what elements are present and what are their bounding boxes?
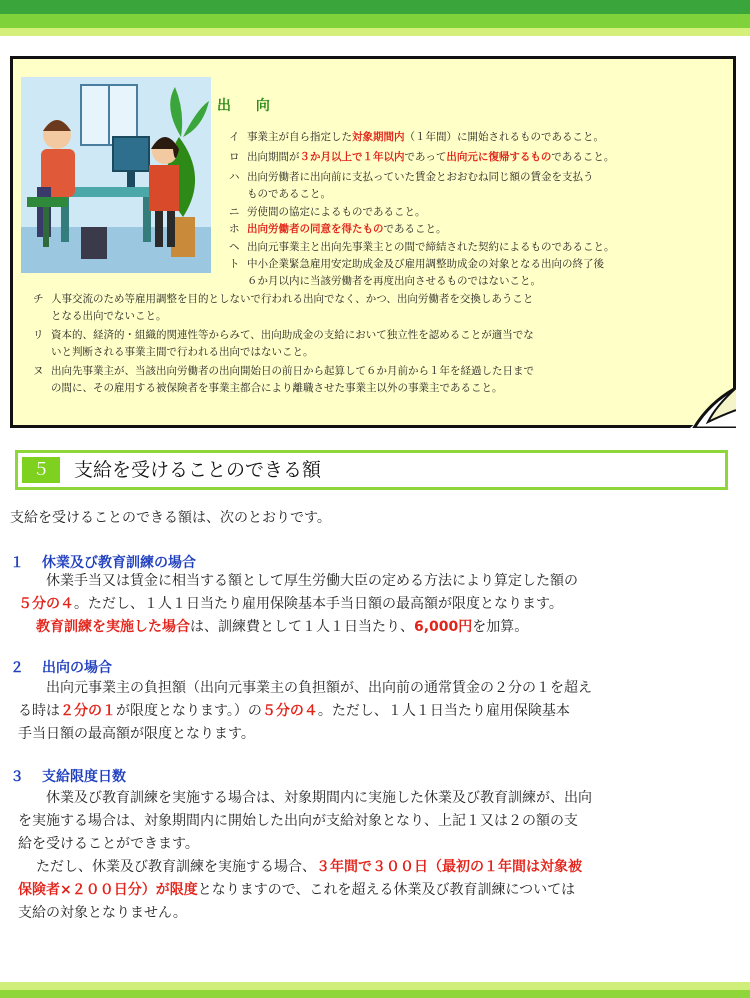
condition-text: 中小企業緊急雇用安定助成金及び雇用調整助成金の対象となる出向の終了後 xyxy=(247,258,604,270)
top-decor-band-2 xyxy=(0,14,750,28)
bottom-decor-band xyxy=(0,982,750,990)
condition-text: 資本的、経済的・組織的関連性等からみて、出向助成金の支給において独立性を認めることが適当でな xyxy=(51,329,534,341)
item-2-line-2 xyxy=(18,700,570,723)
body-text: を加算。 xyxy=(472,619,529,635)
body-text: 。ただし、１人１日当たり雇用保険基本手当日額の最高額が限度となります。 xyxy=(74,596,563,612)
condition-highlight: 出向元に復帰するもの xyxy=(446,151,552,163)
condition-text: の間に、その雇用する被保険者を事業主都合により離職させた事業主以外の事業主であること。 xyxy=(51,382,503,394)
item-1-line-3 xyxy=(36,616,528,639)
item-3-line-4 xyxy=(36,856,582,879)
condition-text: いと判断される事業主間で行われる出向ではないこと。 xyxy=(51,346,314,358)
item-1-heading xyxy=(10,552,196,572)
highlight-text: 6,000円 xyxy=(414,619,473,635)
condition-text: であること。 xyxy=(383,223,447,235)
condition-highlight: ３か月以上で１年以内 xyxy=(299,151,405,163)
condition-mark: チ xyxy=(33,293,44,305)
condition-he xyxy=(229,239,615,256)
body-text: となりますので、これを超える休業及び教育訓練については xyxy=(197,882,576,898)
condition-text: であって xyxy=(404,151,447,163)
condition-chi xyxy=(33,291,533,308)
body-text: が限度となります。）の xyxy=(116,703,262,719)
condition-to xyxy=(229,256,604,273)
condition-to-cont xyxy=(247,273,541,290)
condition-ho xyxy=(229,221,447,238)
condition-text: 労使間の協定によるものであること。 xyxy=(247,206,426,218)
body-text: 。ただし、１人１日当たり雇用保険基本 xyxy=(317,703,570,719)
condition-text: ものであること。 xyxy=(247,188,331,200)
condition-mark: リ xyxy=(33,329,44,341)
condition-ri xyxy=(33,327,534,344)
condition-ro xyxy=(229,149,614,166)
highlight-text: 教育訓練を実施した場合 xyxy=(36,619,190,635)
condition-highlight: 出向労働者の同意を得たもの xyxy=(247,223,384,235)
item-number: ３ xyxy=(10,769,24,785)
item-2-line-1: 出向元事業主の負担額（出向元事業主の負担額が、出向前の通常賃金の２分の１を超え xyxy=(46,680,592,696)
item-heading-text: 休業及び教育訓練の場合 xyxy=(42,555,196,571)
condition-mark: ヌ xyxy=(33,365,44,377)
item-3-line-1: 休業及び教育訓練を実施する場合は、対象期間内に実施した休業及び教育訓練が、出向 xyxy=(46,790,592,806)
condition-nu-cont xyxy=(51,380,503,397)
body-text: ただし、休業及び教育訓練を実施する場合、 xyxy=(36,859,316,875)
highlight-text: ５分の４ xyxy=(18,596,74,612)
item-heading-text: 出向の場合 xyxy=(42,660,112,676)
item-3-heading xyxy=(10,766,126,786)
condition-mark: ト xyxy=(229,258,240,270)
section-header xyxy=(15,450,728,490)
item-3-line-6: 支給の対象となりません。 xyxy=(18,905,187,921)
note-title: 出 向 xyxy=(217,98,280,114)
condition-nu xyxy=(33,363,534,380)
item-1-line-1: 休業手当又は賃金に相当する額として厚生労働大臣の定める方法により算定した額の xyxy=(46,573,578,589)
page-curl-icon xyxy=(690,388,736,428)
condition-text: となる出向でないこと。 xyxy=(51,310,167,322)
condition-highlight: 対象期間内 xyxy=(352,131,405,143)
condition-chi-cont xyxy=(51,308,167,325)
condition-text: 出向元事業主と出向先事業主との間で締結された契約によるものであること。 xyxy=(247,241,615,253)
body-text: る時は xyxy=(18,703,60,719)
item-2-heading xyxy=(10,657,112,677)
condition-text: 出向先事業主が、当該出向労働者の出向開始日の前日から起算して６か月前から１年を経過した日まで xyxy=(51,365,534,377)
item-1-line-2 xyxy=(18,593,563,616)
condition-mark: イ xyxy=(229,131,240,143)
condition-text: 出向期間が xyxy=(247,151,300,163)
condition-text: ６か月以内に当該労働者を再度出向させるものではないこと。 xyxy=(247,275,541,287)
item-3-line-5 xyxy=(18,879,575,902)
condition-text: 事業主が自ら指定した xyxy=(247,131,352,143)
highlight-text: ５分の４ xyxy=(261,703,318,719)
condition-mark: ハ xyxy=(229,171,240,183)
top-decor-band xyxy=(0,0,750,14)
section-number: ５ xyxy=(22,457,60,483)
conditions-note-card xyxy=(10,56,736,428)
condition-i xyxy=(229,129,604,146)
bottom-decor-band-2 xyxy=(0,990,750,998)
highlight-text: 保険者×２００日分）が限度 xyxy=(18,882,198,898)
condition-ha xyxy=(229,169,594,186)
condition-text: （１年間）に開始されるものであること。 xyxy=(404,131,604,143)
condition-text: 人事交流のため等雇用調整を目的としないで行われる出向でなく、かつ、出向労働者を交換しあうこと xyxy=(51,293,534,305)
section-title: 支給を受けることのできる額 xyxy=(74,459,322,481)
item-3-line-2: を実施する場合は、対象期間内に開始した出向が支給対象となり、上記１又は２の額の支 xyxy=(18,813,578,829)
item-3-line-3: 給を受けることができます。 xyxy=(18,836,199,852)
condition-mark: ホ xyxy=(229,223,240,235)
highlight-text: ３年間で３００日（最初の１年間は対象被 xyxy=(316,859,582,875)
condition-text: 出向労働者に出向前に支払っていた賃金とおおむね同じ額の賃金を支払う xyxy=(247,171,594,183)
item-heading-text: 支給限度日数 xyxy=(42,769,126,785)
condition-mark: ヘ xyxy=(229,241,240,253)
condition-ni xyxy=(229,204,426,221)
condition-text: であること。 xyxy=(551,151,615,163)
top-decor-band-3 xyxy=(0,28,750,36)
condition-ri-cont xyxy=(51,344,314,361)
condition-ha-cont xyxy=(247,186,331,203)
highlight-text: ２分の１ xyxy=(60,703,116,719)
item-number: ２ xyxy=(10,660,24,676)
body-text: は、訓練費として１人１日当たり、 xyxy=(190,619,414,635)
condition-mark: ロ xyxy=(229,151,240,163)
intro-text: 支給を受けることのできる額は、次のとおりです。 xyxy=(10,510,331,526)
condition-mark: ニ xyxy=(229,206,240,218)
item-number: １ xyxy=(10,555,24,571)
office-meeting-illustration xyxy=(21,77,211,273)
item-2-line-3: 手当日額の最高額が限度となります。 xyxy=(18,726,255,742)
